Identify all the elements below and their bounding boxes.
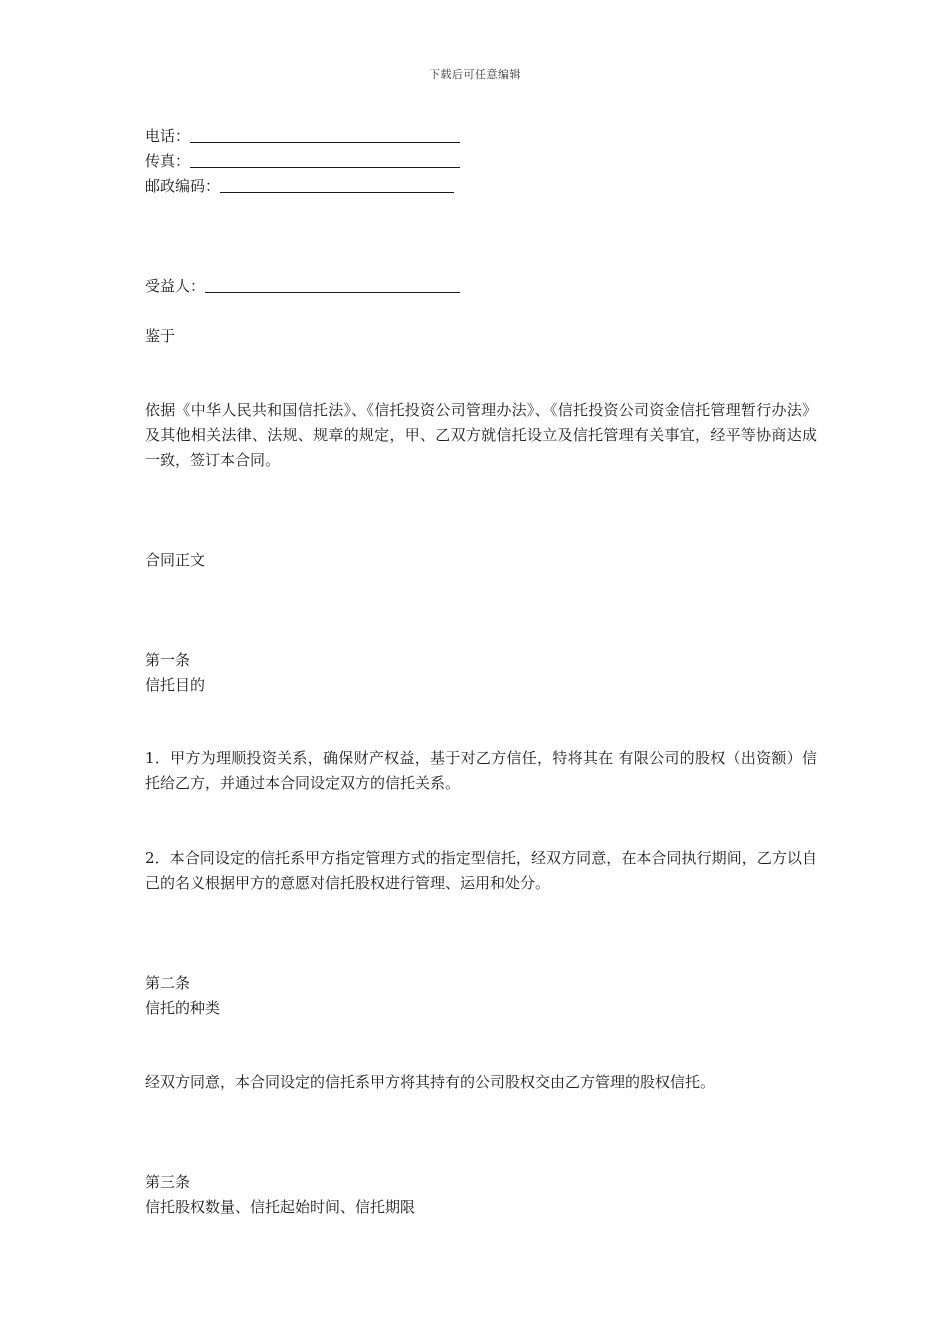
contract-body-title: 合同正文 <box>145 551 206 569</box>
article2-body: 经双方同意，本合同设定的信托系甲方将其持有的公司股权交由乙方管理的股权信托。 <box>145 1073 716 1091</box>
whereas-paragraph: 依据《中华人民共和国信托法》、《信托投资公司管理办法》、《信托投资公司资金信托管理暂行办法》及其他相关法律、法规、规章的规定，甲、乙双方就信托设立及信托管理有关事宜，经平等协商达成一致，签订本合同。 <box>145 401 817 469</box>
article1-number: 第一条 <box>145 651 191 669</box>
article1-heading: 信托目的 <box>145 676 206 694</box>
beneficiary-line <box>145 274 460 298</box>
beneficiary-blank <box>205 276 460 293</box>
fax-line <box>145 149 460 173</box>
article1-clause2: 2．本合同设定的信托系甲方指定管理方式的指定型信托，经双方同意，在本合同执行期间，乙方以自己的名义根据甲方的意愿对信托股权进行管理、运用和处分。 <box>145 849 817 892</box>
article3-number: 第三条 <box>145 1173 191 1191</box>
phone-blank <box>190 126 460 143</box>
postcode-blank <box>220 176 454 193</box>
article2-number: 第二条 <box>145 974 191 992</box>
fax-label: 传真： <box>145 152 191 170</box>
postcode-line <box>145 174 454 198</box>
beneficiary-label: 受益人： <box>145 277 206 295</box>
phone-line <box>145 124 460 148</box>
article3-heading: 信托股权数量、信托起始时间、信托期限 <box>145 1198 416 1216</box>
article1-clause1: 1．甲方为理顺投资关系，确保财产权益，基于对乙方信任，特将其在 有限公司的股权（出资额）信托给乙方，并通过本合同设定双方的信托关系。 <box>145 749 817 792</box>
whereas-title: 鉴于 <box>145 327 176 345</box>
fax-blank <box>190 151 460 168</box>
postcode-label: 邮政编码： <box>145 177 221 195</box>
article2-heading: 信托的种类 <box>145 999 221 1017</box>
header-note: 下载后可任意编辑 <box>429 68 521 81</box>
phone-label: 电话： <box>145 127 191 145</box>
